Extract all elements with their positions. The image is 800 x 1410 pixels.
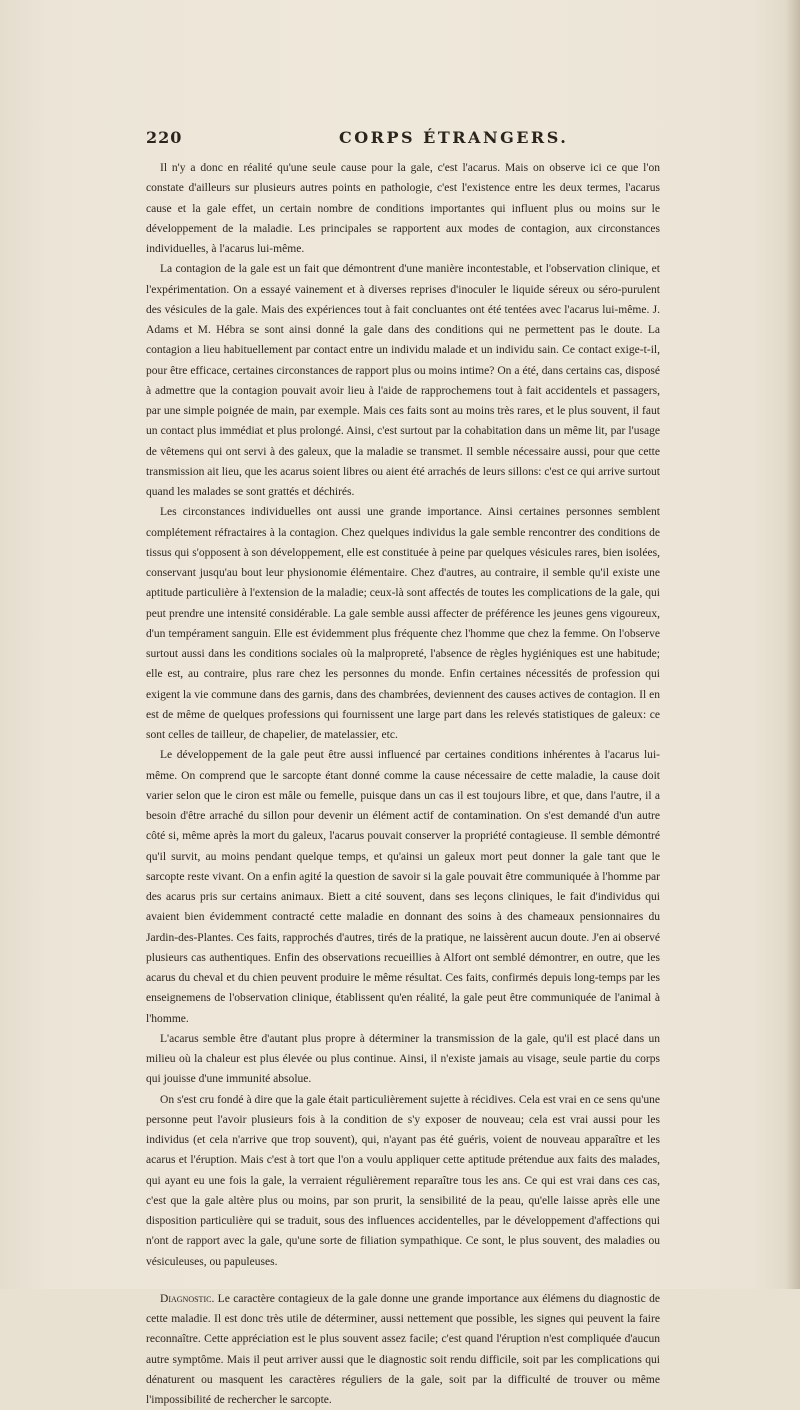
- running-title: CORPS ÉTRANGERS.: [339, 128, 569, 147]
- paragraph-5: L'acarus semble être d'autant plus propre à déterminer la transmission de la gale, qu'il est placé dans un milieu où la chaleur est plus élevée ou plus continue. Ainsi, il n'existe jamais au visage, seule partie du corps qui jouisse d'une immunité absolue.: [146, 1032, 660, 1086]
- paragraph-1: Il n'y a donc en réalité qu'une seule cause pour la gale, c'est l'acarus. Mais on observe ici ce que l'on constate d'ailleurs sur plusieurs autres points en pathologie, c'est l'existence entre les deux termes, l'acarus cause et la gale effet, un certain nombre de conditions importantes qui influent plus ou moins sur le développement de la maladie. Les principales se rapportent aux modes de contagion, aux circonstances individuelles, à l'acarus lui-même.: [146, 162, 660, 255]
- paragraph-6: On s'est cru fondé à dire que la gale était particulièrement sujette à récidives. Cela est vrai en ce sens qu'une personne peut l'avoir plusieurs fois à la condition de s'y exposer de nouveau; cela est vrai aussi pour les individus (et cela n'arrive que trop souvent), qui, n'ayant pas été guéris, voient de nouveau apparaître et les acarus et l'éruption. Mais c'est à tort que l'on a voulu appliquer cette aptitude prétendue aux faits des malades, qui ayant eu une fois la gale, la verraient régulièrement reparaître tous les ans. Ce qui est vrai dans ces cas, c'est que la gale altère plus ou moins, par son prurit, la sensibilité de la peau, qu'elle laisse après elle une disposition particulière qui se traduit, sous des influences accidentelles, par le développement d'affections qui n'ont de rapport avec la gale, qu'une sorte de filiation sympathique. Ce sont, le plus souvent, des maladies ou vésiculeuses, ou papuleuses.: [146, 1093, 660, 1268]
- page-number: 220: [146, 128, 183, 147]
- diagnostic-heading: Diagnostic.: [160, 1292, 215, 1305]
- diagnostic-text: Le caractère contagieux de la gale donne une grande importance aux élémens du diagnostic de cette maladie. Il est donc très utile de déterminer, aussi nettement que possible, les signes qui peuvent la faire reconnaître. Cette appréciation est le plus souvent assez facile; c'est quand l'éruption n'est compliquée d'aucun autre symptôme. Mais il peut arriver aussi que le diagnostic soit rendu difficile, soit par les complications qui dénaturent ou masquent les caractères réguliers de la gale, soit par la difficulté de trouver ou même l'impossibilité de rechercher le sarcopte.: [146, 1292, 660, 1406]
- page-header: [146, 128, 658, 150]
- body-text: [146, 158, 660, 1410]
- paragraph-2: La contagion de la gale est un fait que démontrent d'une manière incontestable, et l'observation clinique, et l'expérimentation. On a essayé vainement et à diverses reprises d'inoculer le liquide séreux ou séro-purulent des vésicules de la gale. Mais des expériences tout à fait concluantes ont été tentées avec l'acarus lui-même. J. Adams et M. Hébra se sont ainsi donné la gale dans des conditions qui ne permettent pas le doute. La contagion a lieu habituellement par contact entre un individu malade et un individu sain. Ce contact exige-t-il, pour être efficace, certaines circonstances de rapport plus ou moins intime? On a été, dans certains cas, disposé à admettre que la contagion pouvait avoir lieu à l'aide de rapprochemens tout à fait accidentels et passagers, par une simple poignée de main, par exemple. Mais ces faits sont au moins très rares, et le plus souvent, il faut un contact plus immédiat et plus prolongé. Ainsi, c'est surtout par la cohabitation dans un même lit, par l'usage de vêtemens qui ont servi à des galeux, que la maladie se transmet. Il semble nécessaire aussi, pour que cette transmission ait lieu, que les acarus soient libres ou aient été arrachés de leurs sillons: c'est ce qui arrive surtout quand les malades se sont grattés et déchirés.: [146, 263, 660, 498]
- page-edge-shadow: [786, 0, 800, 1289]
- paragraph-4: Le développement de la gale peut être aussi influencé par certaines conditions inhérentes à l'acarus lui-même. On comprend que le sarcopte étant donné comme la cause nécessaire de cette maladie, la cause doit varier selon que le ciron est mâle ou femelle, puisque dans un cas il est toujours libre, et que, dans l'autre, il a besoin d'être arraché du sillon pour devenir un élément actif de contamination. On s'est demandé d'un autre côté si, même après la mort du galeux, l'acarus pouvait conserver la propriété contagieuse. Il semble démontré qu'il survit, au moins pendant quelque temps, et qu'ainsi un galeux mort peut donner la gale tant que le sarcopte reste vivant. On a enfin agité la question de savoir si la gale pouvait être communiquée à l'homme par des acarus pris sur certains animaux. Biett a cité souvent, dans ses leçons cliniques, le fait d'individus qui avaient bien évidemment contracté cette maladie en donnant des soins à des chameaux pensionnaires du Jardin-des-Plantes. Ces faits, rapprochés d'autres, tirés de la pratique, ne laissèrent aucun doute. J'en ai observé plusieurs cas authentiques. Enfin des observations recueillies à Alfort ont semblé démontrer, en outre, que les acarus du cheval et du chien peuvent produire le même résultat. Ces faits, confirmés depuis long-temps par les enseignemens de l'observation clinique, établissent qu'en réalité, la gale peut être communiquée de l'animal à l'homme.: [146, 749, 660, 1025]
- paragraph-3: Les circonstances individuelles ont aussi une grande importance. Ainsi certaines personnes semblent complétement réfractaires à la contagion. Chez quelques individus la gale semble rencontrer des conditions de tissus qui s'opposent à son développement, elle est constituée à peine par quelques vésicules rares, bien isolées, conservant jusqu'au bout leur physionomie élémentaire. Chez d'autres, au contraire, il semble qu'il existe une aptitude particulière à l'extension de la maladie; ceux-là sont affectés de toutes les complications de la gale, qui peut prendre une intensité considérable. La gale semble aussi affecter de préférence les jeunes gens vigoureux, d'un tempérament sanguin. Elle est évidemment plus fréquente chez l'homme que chez la femme. On l'observe surtout aussi dans les conditions sociales où la malpropreté, l'absence de règles hygiéniques est une habitude; elle est, au contraire, plus rare chez les personnes du monde. Enfin certaines nécessités de profession qui exigent la vie commune dans des garnis, dans des chambrées, deviennent des causes actives de contagion. Il en est de même de quelques professions qui fournissent une large part dans les relevés statistiques de galeux: ce sont celles de tailleur, de chapelier, de matelassier, etc.: [146, 506, 660, 741]
- diagnostic-paragraph: [146, 1289, 660, 1410]
